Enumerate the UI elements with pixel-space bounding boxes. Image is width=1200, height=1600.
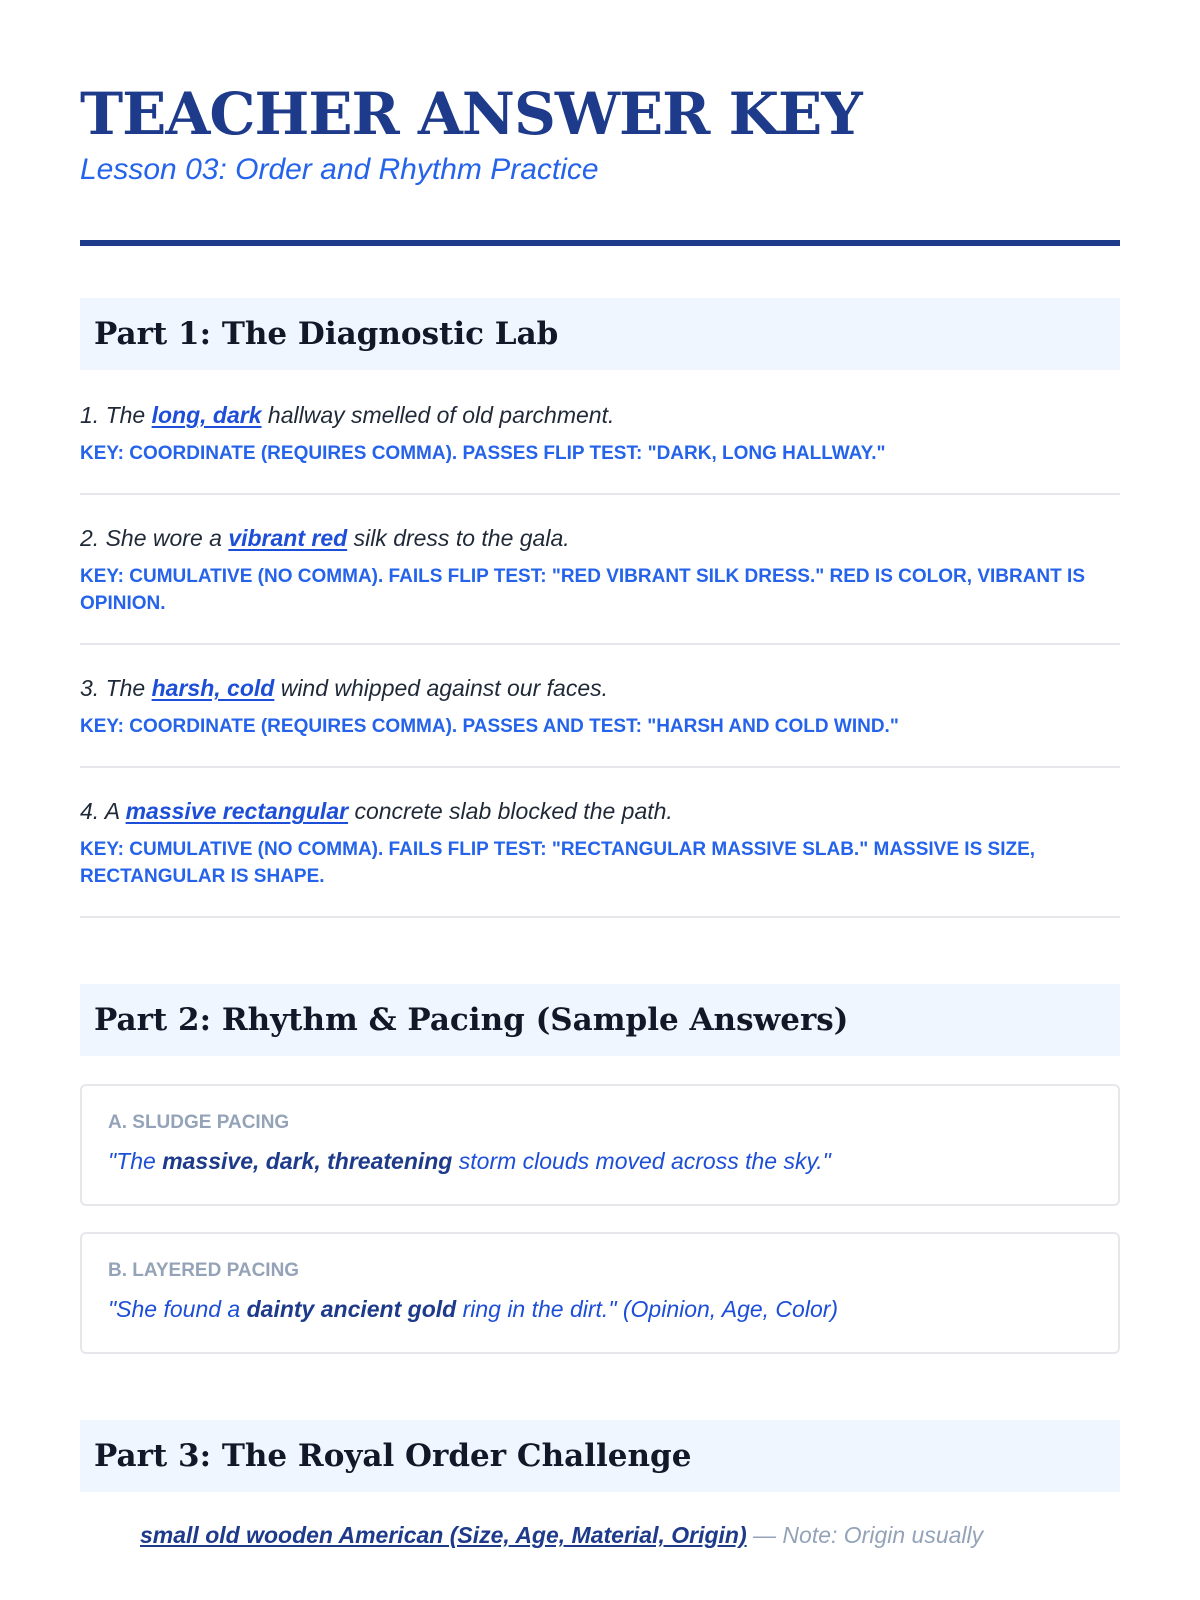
- sentence-text: 3. The: [80, 675, 152, 701]
- sentence-text: hallway smelled of old parchment.: [261, 402, 615, 428]
- sentence-text: storm clouds moved across the sky.": [452, 1148, 831, 1174]
- sentence-text: 2. She wore a: [80, 525, 229, 551]
- adjective-highlight: harsh, cold: [151, 675, 275, 701]
- diagnostic-sentence: [80, 523, 1120, 553]
- part1-heading: Part 1: The Diagnostic Lab: [80, 298, 1120, 370]
- part2-heading: Part 2: Rhythm & Pacing (Sample Answers): [80, 984, 1120, 1056]
- diagnostic-list: [80, 370, 1120, 918]
- sample-card-sludge: [80, 1084, 1120, 1206]
- royal-order-note: — Note: Origin usually: [746, 1522, 984, 1548]
- page-title: TEACHER ANSWER KEY: [80, 80, 862, 148]
- sentence-text: 1. The: [80, 402, 152, 428]
- card-label: B. LAYERED PACING: [108, 1260, 300, 1281]
- answer-key-note: KEY: CUMULATIVE (NO COMMA). FAILS FLIP TEST: "RED VIBRANT SILK DRESS." RED IS COLOR, VIBRANT IS OPINION.: [80, 566, 1085, 614]
- header-divider: [80, 240, 1120, 246]
- page-subtitle: Lesson 03: Order and Rhythm Practice: [80, 153, 599, 186]
- diagnostic-sentence: [80, 400, 1120, 430]
- answer-key-note: KEY: CUMULATIVE (NO COMMA). FAILS FLIP TEST: "RECTANGULAR MASSIVE SLAB." MASSIVE IS SIZE, RECTANGULAR IS SHAPE.: [80, 839, 1036, 887]
- answer-key-note: KEY: COORDINATE (REQUIRES COMMA). PASSES FLIP TEST: "DARK, LONG HALLWAY.": [80, 443, 886, 464]
- diagnostic-sentence: [80, 673, 1120, 703]
- sentence-text: "She found a: [108, 1296, 247, 1322]
- diagnostic-item: [80, 495, 1120, 645]
- answer-key-note: KEY: COORDINATE (REQUIRES COMMA). PASSES AND TEST: "HARSH AND COLD WIND.": [80, 716, 899, 737]
- royal-order-answer: small old wooden American (Size, Age, Material, Origin): [140, 1522, 747, 1548]
- part3-heading: Part 3: The Royal Order Challenge: [80, 1420, 1120, 1492]
- adjective-highlight: massive, dark, threatening: [162, 1148, 453, 1174]
- diagnostic-item: [80, 768, 1120, 918]
- diagnostic-item: [80, 645, 1120, 768]
- sentence-text: "The: [108, 1148, 163, 1174]
- sentence-text: ring in the dirt." (Opinion, Age, Color): [456, 1296, 839, 1322]
- sentence-text: concrete slab blocked the path.: [348, 798, 673, 824]
- sentence-text: 4. A: [80, 798, 126, 824]
- adjective-highlight: vibrant red: [228, 525, 348, 551]
- sentence-text: wind whipped against our faces.: [274, 675, 609, 701]
- diagnostic-sentence: [80, 796, 1120, 826]
- sample-card-layered: [80, 1232, 1120, 1354]
- diagnostic-item: [80, 370, 1120, 495]
- sentence-text: silk dress to the gala.: [347, 525, 570, 551]
- card-sample-sentence: [108, 1146, 1092, 1176]
- card-label: A. SLUDGE PACING: [108, 1112, 290, 1133]
- card-sample-sentence: [108, 1294, 1092, 1324]
- adjective-highlight: massive rectangular: [125, 798, 349, 824]
- adjective-highlight: long, dark: [151, 402, 262, 428]
- sample-cards: [80, 1084, 1120, 1354]
- adjective-highlight: dainty ancient gold: [246, 1296, 457, 1322]
- royal-order-answer-line: [80, 1522, 1120, 1549]
